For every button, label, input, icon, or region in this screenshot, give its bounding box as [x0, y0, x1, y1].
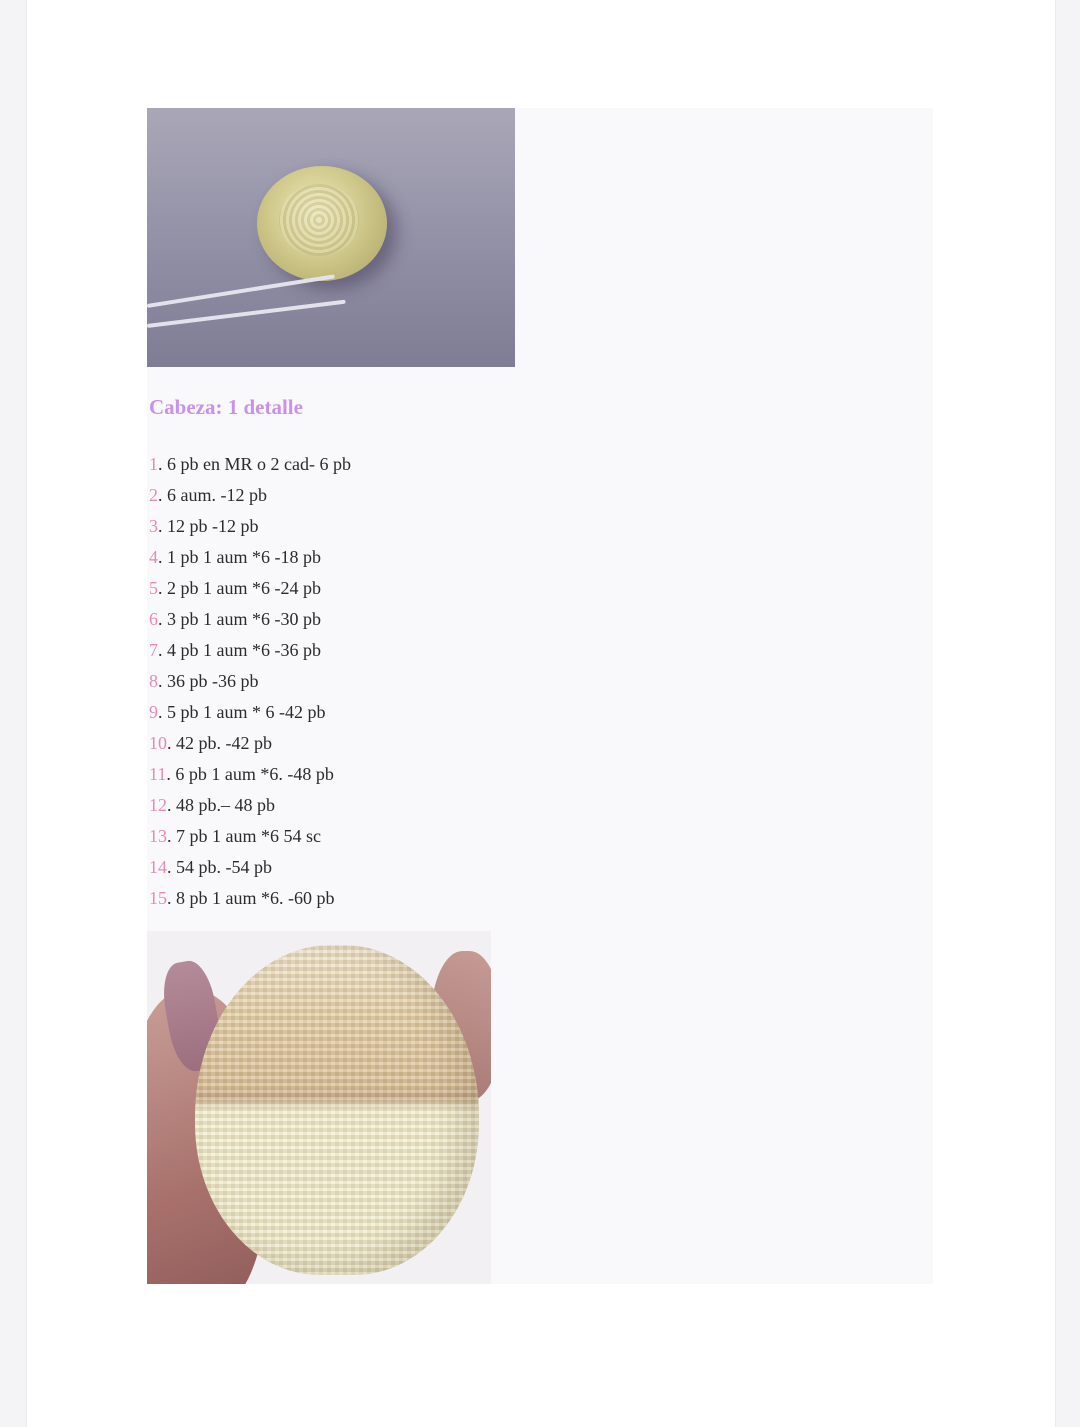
- round-number: 3: [149, 516, 158, 536]
- round-number: 6: [149, 609, 158, 629]
- round-item: [149, 697, 351, 728]
- round-number: 2: [149, 485, 158, 505]
- round-number: 5: [149, 578, 158, 598]
- crochet-head-ball: [195, 945, 479, 1275]
- round-item: [149, 790, 351, 821]
- round-number: 13: [149, 826, 167, 846]
- round-item: [149, 852, 351, 883]
- round-item: [149, 480, 351, 511]
- round-instruction: . 5 pb 1 aum * 6 -42 pb: [158, 702, 326, 722]
- round-number: 4: [149, 547, 158, 567]
- round-instruction: . 48 pb.– 48 pb: [167, 795, 275, 815]
- round-instruction: . 4 pb 1 aum *6 -36 pb: [158, 640, 321, 660]
- round-instruction: . 8 pb 1 aum *6. -60 pb: [167, 888, 335, 908]
- crochet-head-photo: [147, 931, 491, 1284]
- round-number: 8: [149, 671, 158, 691]
- round-item: [149, 449, 351, 480]
- round-item: [149, 883, 351, 914]
- round-item: [149, 728, 351, 759]
- round-instruction: . 42 pb. -42 pb: [167, 733, 272, 753]
- round-item: [149, 604, 351, 635]
- round-instruction: . 12 pb -12 pb: [158, 516, 259, 536]
- round-item: [149, 573, 351, 604]
- round-number: 11: [149, 764, 167, 784]
- round-instruction: . 6 pb 1 aum *6. -48 pb: [166, 764, 334, 784]
- round-item: [149, 821, 351, 852]
- section-heading: Cabeza: 1 detalle: [149, 395, 303, 419]
- pattern-rounds-list: [149, 449, 351, 914]
- round-instruction: . 7 pb 1 aum *6 54 sc: [167, 826, 321, 846]
- round-item: [149, 759, 351, 790]
- round-instruction: . 54 pb. -54 pb: [167, 857, 272, 877]
- round-number: 1: [149, 454, 158, 474]
- round-item: [149, 635, 351, 666]
- round-number: 10: [149, 733, 167, 753]
- yarn-strand: [147, 274, 335, 308]
- crochet-disk-photo: [147, 108, 515, 367]
- round-item: [149, 542, 351, 573]
- round-instruction: . 6 aum. -12 pb: [158, 485, 267, 505]
- round-number: 7: [149, 640, 158, 660]
- round-instruction: . 6 pb en MR o 2 cad- 6 pb: [158, 454, 351, 474]
- round-number: 12: [149, 795, 167, 815]
- crochet-disk: [257, 166, 387, 281]
- yarn-strand: [147, 300, 346, 328]
- round-number: 15: [149, 888, 167, 908]
- round-item: [149, 511, 351, 542]
- round-number: 9: [149, 702, 158, 722]
- round-instruction: . 2 pb 1 aum *6 -24 pb: [158, 578, 321, 598]
- round-number: 14: [149, 857, 167, 877]
- round-instruction: . 1 pb 1 aum *6 -18 pb: [158, 547, 321, 567]
- round-item: [149, 666, 351, 697]
- round-instruction: . 36 pb -36 pb: [158, 671, 259, 691]
- round-instruction: . 3 pb 1 aum *6 -30 pb: [158, 609, 321, 629]
